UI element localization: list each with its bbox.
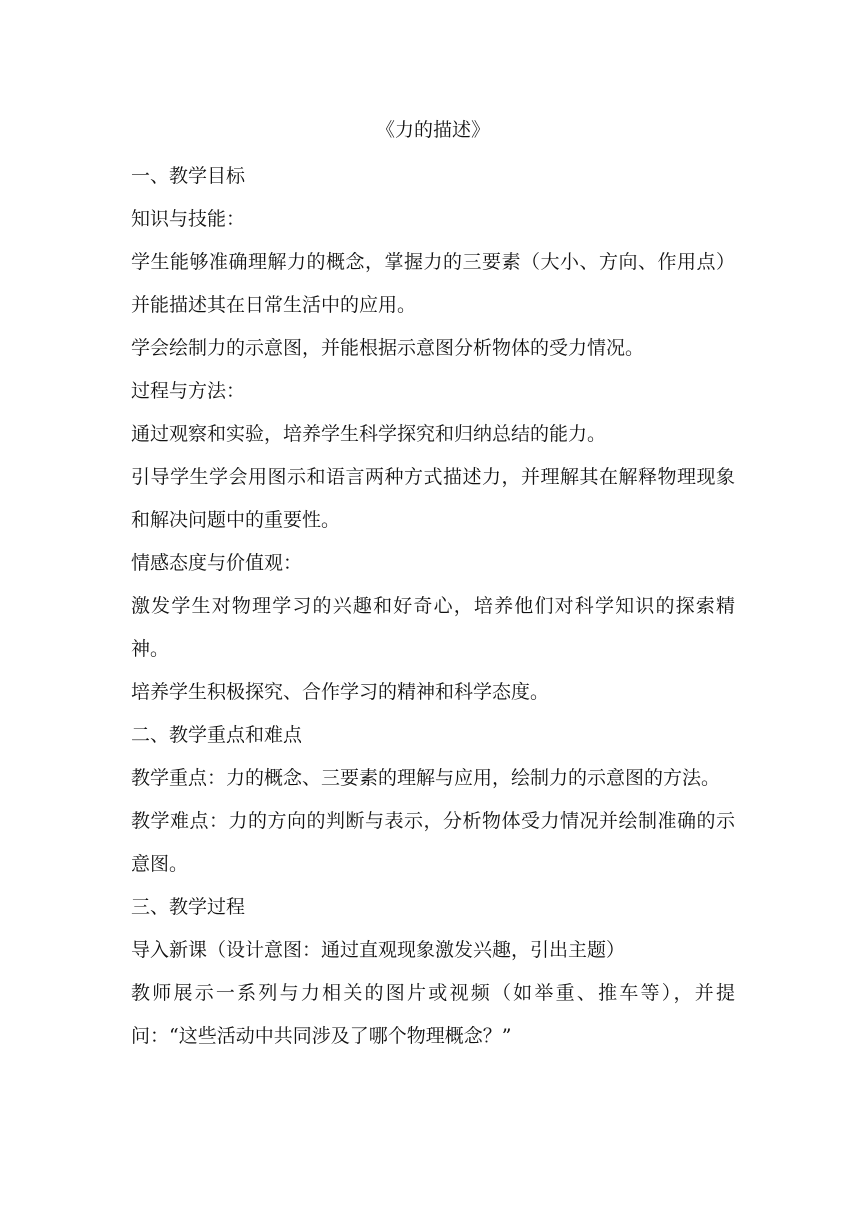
paragraph-process-2: 引导学生学会用图示和语言两种方式描述力，并理解其在解释物理现象和解决问题中的重要性。 [131, 466, 735, 531]
section-heading-process: 三、教学过程 [131, 896, 246, 918]
paragraph-intro-body: 教师展示一系列与力相关的图片或视频（如举重、推车等），并提问：“这些活动中共同涉及了哪个物理概念？” [131, 982, 735, 1047]
paragraph-process-1: 通过观察和实验，培养学生科学探究和归纳总结的能力。 [131, 423, 607, 445]
paragraph-difficult-point: 教学难点：力的方向的判断与表示，分析物体受力情况并绘制准确的示意图。 [131, 810, 735, 875]
paragraph-attitude-1: 激发学生对物理学习的兴趣和好奇心，培养他们对科学知识的探索精神。 [131, 595, 735, 660]
paragraph-key-point: 教学重点：力的概念、三要素的理解与应用，绘制力的示意图的方法。 [131, 767, 721, 789]
document-body [131, 112, 735, 1058]
subheading-process-method: 过程与方法： [131, 380, 246, 402]
paragraph-attitude-2: 培养学生积极探究、合作学习的精神和科学态度。 [131, 681, 550, 703]
paragraph-knowledge-1: 学生能够准确理解力的概念，掌握力的三要素（大小、方向、作用点）并能描述其在日常生活中的应用。 [131, 251, 735, 316]
section-heading-objectives: 一、教学目标 [131, 165, 246, 187]
subheading-attitude-values: 情感态度与价值观： [131, 552, 303, 574]
paragraph-intro-heading: 导入新课（设计意图：通过直观现象激发兴趣，引出主题） [131, 939, 626, 961]
paragraph-knowledge-2: 学会绘制力的示意图，并能根据示意图分析物体的受力情况。 [131, 337, 645, 359]
section-heading-key-points: 二、教学重点和难点 [131, 724, 303, 746]
subheading-knowledge-skills: 知识与技能： [131, 208, 246, 230]
document-title: 《力的描述》 [375, 119, 490, 141]
